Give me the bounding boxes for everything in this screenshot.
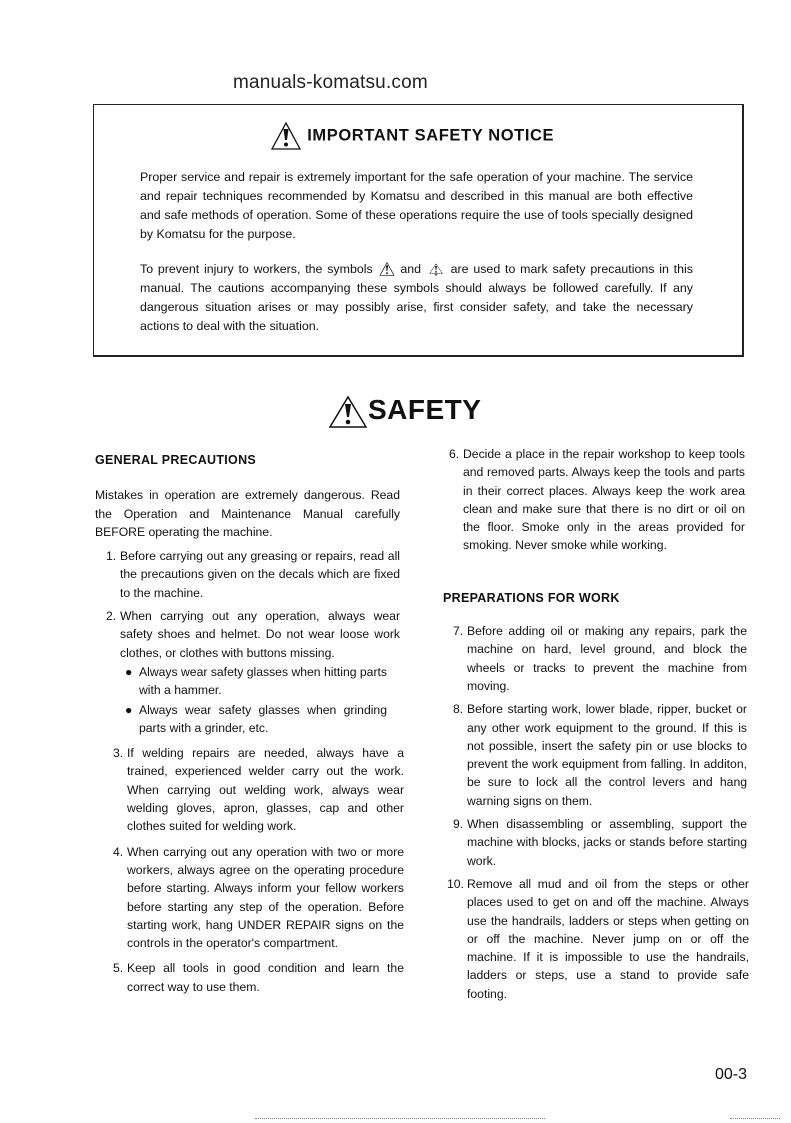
notice-title-text: IMPORTANT SAFETY NOTICE: [307, 126, 555, 145]
watermark: manuals-komatsu.com: [233, 72, 428, 93]
item-text: If welding repairs are needed, always have a trained, experienced welder carry out the work. When carrying out welding work, always wear welding gloves, apron, glasses, cap and other clothes suited for welding work.: [127, 746, 404, 834]
item-text: Keep all tools in good condition and learn the correct way to use them.: [127, 961, 404, 994]
bullet-icon: ●: [125, 664, 133, 679]
list-item: [113, 959, 404, 996]
preparations-heading: PREPARATIONS FOR WORK: [443, 590, 620, 605]
page-number: 00-3: [715, 1066, 748, 1083]
safety-title: [328, 394, 481, 429]
item-number: 5.: [113, 961, 124, 976]
item-number: 7.: [453, 624, 464, 639]
bullet-icon: ●: [125, 702, 133, 717]
list-item: [453, 622, 747, 695]
scan-artifact: [730, 1118, 780, 1120]
caution-symbol-icon: [426, 262, 446, 276]
left-column: [95, 451, 405, 996]
item-text: When disassembling or assembling, support the machine with blocks, jacks or stands before starting work.: [467, 817, 747, 868]
scan-artifact: [255, 1118, 545, 1120]
item-number: 9.: [453, 817, 464, 832]
notice-paragraph-2: [140, 260, 693, 336]
item-number: 1.: [106, 549, 117, 564]
general-precautions-heading: GENERAL PRECAUTIONS: [95, 453, 257, 467]
warning-triangle-icon: [328, 395, 368, 429]
list-item: [113, 843, 404, 953]
list-item: [113, 744, 404, 835]
item-number: 2.: [106, 609, 117, 624]
item-number: 8.: [453, 702, 464, 717]
para2-text-b: and: [400, 262, 421, 276]
item-number: 10.: [447, 876, 464, 891]
general-intro: Mistakes in operation are extremely dangerous. Read the Operation and Maintenance Manual carefully BEFORE operating the machine.: [95, 488, 400, 539]
item-text: Before starting work, lower blade, ripper, bucket or any other work equipment to the ground. If this is not possible, insert the safety pin or use blocks to prevent the work equipment from falling. In additon, be sure to lock all the control levers and hang warning signs on them.: [467, 702, 747, 808]
warning-triangle-icon: [270, 121, 302, 151]
safety-title-text: SAFETY: [368, 394, 482, 425]
bullet-text: Always wear safety glasses when grinding parts with a grinder, etc.: [139, 702, 387, 735]
bullet-text: Always wear safety glasses when hitting parts with a hammer.: [139, 664, 387, 698]
item-text: Remove all mud and oil from the steps or other places used to get on and off the machine. Always use the handrails, ladders or steps when getting on or off the machine. Never jump on or off the machine. If it is impossible to use the handrails, ladders or steps, use a stand to provide safe footing.: [467, 876, 749, 1001]
list-item: [449, 445, 745, 555]
item-text: When carrying out any operation with two or more workers, always agree on the operating procedure before starting. Always inform your fellow workers before starting any step of the operation. Before starting work, hang UNDER REPAIR signs on the controls in the operator's compartment.: [127, 844, 404, 951]
para2-text-c: are used to mark safety precautions in this manual. The cautions accompanying these symbols should always be followed carefully. If any dangerous situation arises or may possibly arise, first consider safety, and take the necessary actions to deal with the situation.: [140, 262, 693, 333]
list-item: [106, 607, 400, 662]
list-item: [453, 815, 747, 870]
item-text: When carrying out any operation, always wear safety shoes and helmet. Do not wear loose work clothes, or clothes with buttons missing.: [120, 609, 400, 660]
list-item: [447, 875, 749, 1003]
item-number: 6.: [449, 447, 460, 461]
bullet-item: [125, 701, 387, 738]
item-text: Before adding oil or making any repairs, park the machine on hard, level ground, and block the wheels or tracks to prevent the machine from moving.: [467, 624, 747, 693]
item-text: Decide a place in the repair workshop to keep tools and removed parts. Always keep the tools and parts in their correct places. Always keep the work area clean and make sure that there is no dirt or oil on the floor. Smoke only in the areas provided for smoking. Never smoke while working.: [463, 447, 745, 553]
warning-symbol-icon: [378, 262, 396, 276]
list-item: [453, 700, 747, 810]
bullet-item: [125, 663, 387, 700]
right-column: [443, 445, 753, 1003]
notice-paragraph-1: Proper service and repair is extremely important for the safe operation of your machine. The service and repair techniques recommended by Komatsu and described in this manual are both effective and safe methods of operation. Some of these operations require the use of tools specially designed by Komatsu for the purpose.: [140, 170, 693, 241]
item-number: 4.: [113, 844, 124, 859]
para2-text-a: To prevent injury to workers, the symbols: [140, 262, 373, 276]
list-item: [106, 547, 400, 602]
item-text: Before carrying out any greasing or repairs, read all the precautions given on the decals which are fixed to the machine.: [120, 549, 400, 600]
notice-title: [270, 121, 554, 151]
item-number: 3.: [113, 746, 124, 761]
